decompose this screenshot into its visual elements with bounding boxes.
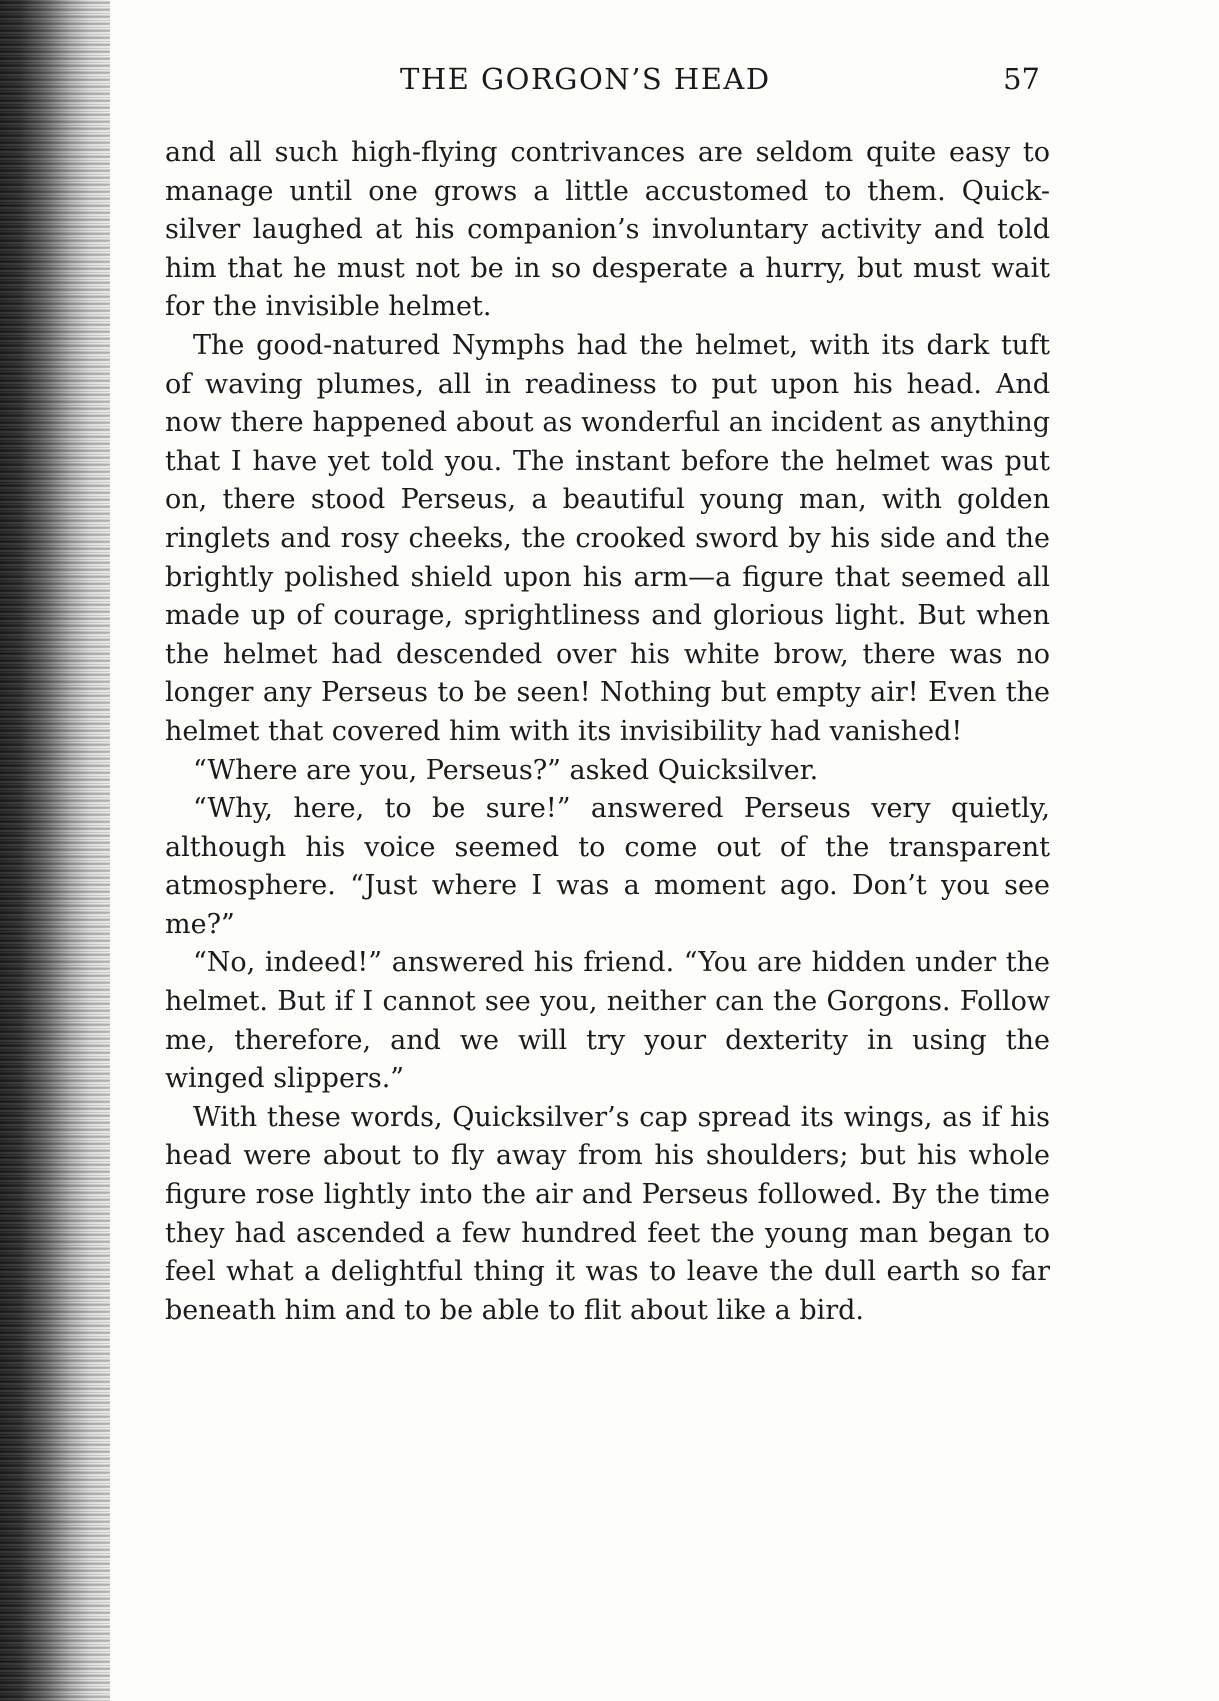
paragraph-where-are-you: “Where are you, Perseus?” asked Quicksilver. [193,754,819,786]
running-title: THE GORGON’S HEAD [400,62,771,96]
paragraph-continued: and all such high-flying contrivances are seldom quite easy to manage until one grows a little accustomed to them. Quick-silver laughed at his companion’s involuntary activity and told him that he must not be in so desperate a hurry, but must wait for the invisible helmet. [165,137,1050,323]
body-text [165,134,1050,1330]
page-number: 57 [1003,62,1040,96]
paragraph-with-these-words: With these words, Quicksilver’s cap spread its wings, as if his head were about to fly away from his shoulders; but his whole figure rose lightly into the air and Perseus followed. By the time they had ascended a few hundred feet the young man began to feel what a delightful thing it was to leave the dull earth so far beneath him and to be able to flit about like a bird. [165,1101,1050,1326]
paragraph-no-indeed: “No, indeed!” answered his friend. “You are hidden under the helmet. But if I cannot see you, neither can the Gorgons. Follow me, therefore, and we will try your dexterity in using the winged slippers.” [165,947,1050,1095]
binding-edge [0,0,110,1701]
paragraph-nymphs-helmet: The good-natured Nymphs had the helmet, with its dark tuft of waving plumes, all in readiness to put upon his head. And now there happened about as wonderful an incident as anything that I have yet told you. The instant before the helmet was put on, there stood Perseus, a beautiful young man, with golden ringlets and rosy cheeks, the crooked sword by his side and the brightly polished shield upon his arm—a figure that seemed all made up of courage, sprightliness and glorious light. But when the helmet had descended over his white brow, there was no longer any Perseus to be seen! Nothing but empty air! Even the helmet that covered him with its invisibility had vanished! [165,329,1050,747]
running-head [160,62,1050,102]
paragraph-why-here: “Why, here, to be sure!” answered Perseus very quietly, although his voice seemed to come out of the transparent atmosphere. “Just where I was a moment ago. Don’t you see me?” [165,793,1050,940]
